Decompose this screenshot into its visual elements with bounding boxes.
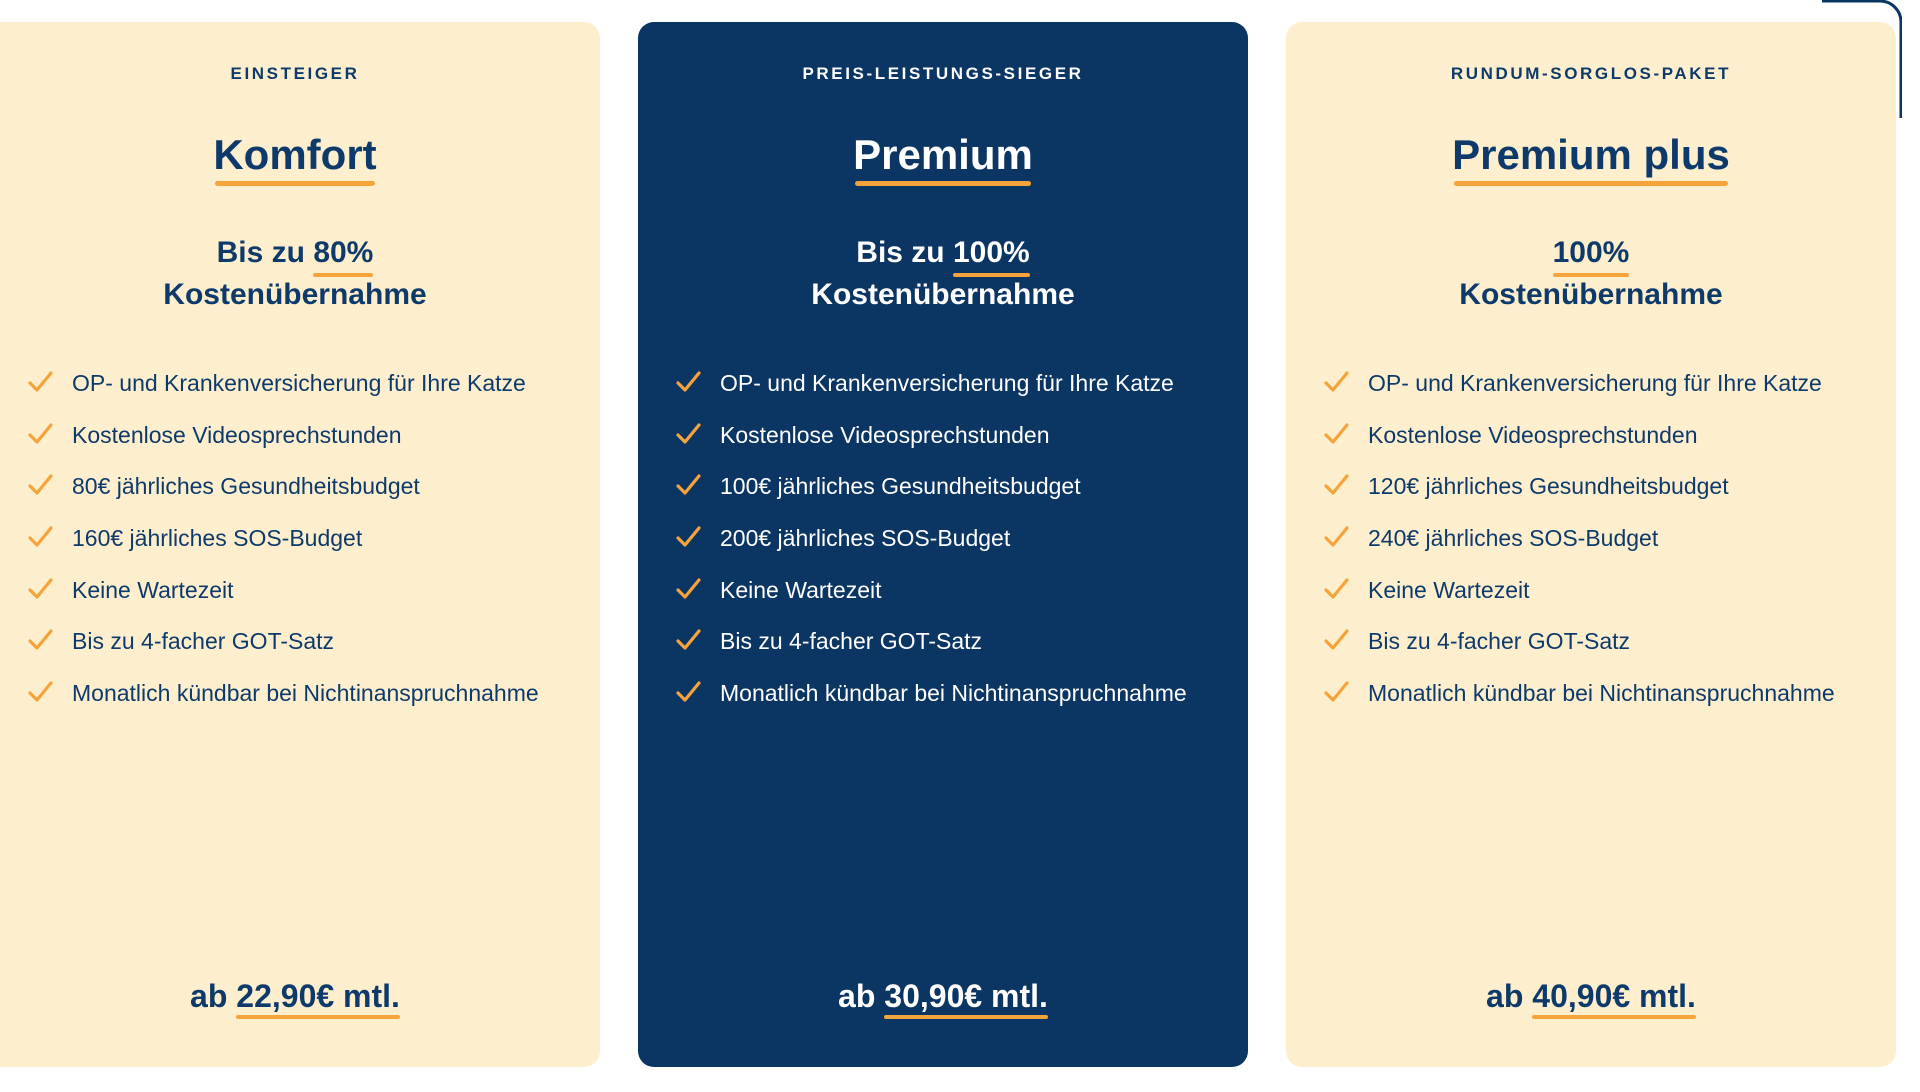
pricing-card-premium-plus[interactable] [1286, 22, 1896, 1067]
list-item [674, 625, 1214, 658]
plan-title-wrap [672, 132, 1214, 184]
feature-text: OP- und Krankenversicherung für Ihre Katze [720, 369, 1174, 396]
coverage-value: 80% [313, 232, 373, 273]
feature-text: Kostenlose Videosprechstunden [72, 421, 402, 448]
list-item [26, 470, 566, 503]
pricing-card-premium[interactable] [638, 22, 1248, 1067]
feature-text: 80€ jährliches Gesundheitsbudget [72, 473, 420, 500]
plan-title: Premium plus [1452, 132, 1730, 184]
feature-list [24, 367, 566, 710]
list-item [674, 419, 1214, 452]
feature-text: OP- und Krankenversicherung für Ihre Katze [72, 369, 526, 396]
check-icon [1322, 576, 1350, 604]
plan-price [190, 978, 400, 1014]
check-icon [26, 576, 54, 604]
plan-title-wrap [24, 132, 566, 184]
check-icon [674, 627, 702, 655]
plan-price-wrap [1320, 978, 1862, 1015]
plan-coverage [24, 232, 566, 315]
feature-text: Bis zu 4-facher GOT-Satz [1368, 628, 1631, 655]
feature-text: Monatlich kündbar bei Nichtinanspruchnahme [72, 679, 539, 706]
list-item [26, 367, 566, 400]
feature-text: 200€ jährliches SOS-Budget [720, 524, 1011, 551]
pricing-card-komfort[interactable] [0, 22, 600, 1067]
plan-price-wrap [24, 978, 566, 1015]
list-item [674, 470, 1214, 503]
pricing-card-list [0, 22, 1896, 1067]
plan-title-wrap [1320, 132, 1862, 184]
list-item [26, 574, 566, 607]
list-item [26, 677, 566, 710]
price-amount: 22,90€ mtl. [236, 978, 400, 1014]
check-icon [26, 627, 54, 655]
coverage-prefix: Bis zu [856, 236, 953, 270]
check-icon [26, 472, 54, 500]
list-item [674, 367, 1214, 400]
check-icon [1322, 524, 1350, 552]
list-item [26, 522, 566, 555]
plan-title: Komfort [213, 132, 376, 184]
feature-text: Bis zu 4-facher GOT-Satz [72, 628, 335, 655]
price-amount: 30,90€ mtl. [884, 978, 1048, 1014]
list-item [1322, 367, 1862, 400]
feature-text: Keine Wartezeit [720, 576, 882, 603]
check-icon [1322, 369, 1350, 397]
feature-text: Kostenlose Videosprechstunden [720, 421, 1050, 448]
list-item [1322, 522, 1862, 555]
list-item [26, 419, 566, 452]
feature-text: Bis zu 4-facher GOT-Satz [720, 628, 983, 655]
list-item [1322, 677, 1862, 710]
feature-text: 120€ jährliches Gesundheitsbudget [1368, 473, 1729, 500]
feature-text: 240€ jährliches SOS-Budget [1368, 524, 1659, 551]
price-amount: 40,90€ mtl. [1532, 978, 1696, 1014]
plan-price-wrap [672, 978, 1214, 1015]
list-item [1322, 470, 1862, 503]
feature-text: Keine Wartezeit [1368, 576, 1530, 603]
price-prefix: ab [838, 978, 885, 1014]
price-prefix: ab [1486, 978, 1533, 1014]
feature-text: Keine Wartezeit [72, 576, 234, 603]
list-item [26, 625, 566, 658]
check-icon [674, 679, 702, 707]
list-item [1322, 625, 1862, 658]
coverage-suffix: Kostenübernahme [163, 277, 427, 311]
check-icon [26, 421, 54, 449]
check-icon [26, 369, 54, 397]
feature-text: Monatlich kündbar bei Nichtinanspruchnahme [720, 679, 1187, 706]
plan-price [838, 978, 1048, 1014]
plan-eyebrow: PREIS-LEISTUNGS-SIEGER [802, 64, 1084, 83]
feature-text: Monatlich kündbar bei Nichtinanspruchnahme [1368, 679, 1835, 706]
check-icon [674, 524, 702, 552]
list-item [674, 677, 1214, 710]
coverage-prefix: Bis zu [216, 236, 314, 270]
coverage-value: 100% [953, 232, 1030, 273]
feature-list [672, 367, 1214, 710]
plan-eyebrow: EINSTEIGER [230, 64, 360, 83]
check-icon [674, 576, 702, 604]
plan-coverage [1320, 232, 1862, 315]
check-icon [674, 472, 702, 500]
check-icon [1322, 679, 1350, 707]
check-icon [1322, 627, 1350, 655]
plan-price [1486, 978, 1696, 1014]
feature-list [1320, 367, 1862, 710]
coverage-suffix: Kostenübernahme [811, 277, 1075, 311]
price-prefix: ab [190, 978, 237, 1014]
feature-text: Kostenlose Videosprechstunden [1368, 421, 1698, 448]
list-item [674, 522, 1214, 555]
plan-coverage [672, 232, 1214, 315]
feature-text: OP- und Krankenversicherung für Ihre Katze [1368, 369, 1822, 396]
list-item [1322, 419, 1862, 452]
check-icon [26, 524, 54, 552]
list-item [1322, 574, 1862, 607]
feature-text: 100€ jährliches Gesundheitsbudget [720, 473, 1081, 500]
plan-eyebrow: RUNDUM-SORGLOS-PAKET [1450, 64, 1732, 83]
coverage-value: 100% [1553, 232, 1630, 273]
list-item [674, 574, 1214, 607]
plan-title: Premium [853, 132, 1033, 184]
check-icon [1322, 421, 1350, 449]
check-icon [26, 679, 54, 707]
check-icon [1322, 472, 1350, 500]
check-icon [674, 369, 702, 397]
coverage-suffix: Kostenübernahme [1459, 277, 1723, 311]
feature-text: 160€ jährliches SOS-Budget [72, 524, 363, 551]
check-icon [674, 421, 702, 449]
